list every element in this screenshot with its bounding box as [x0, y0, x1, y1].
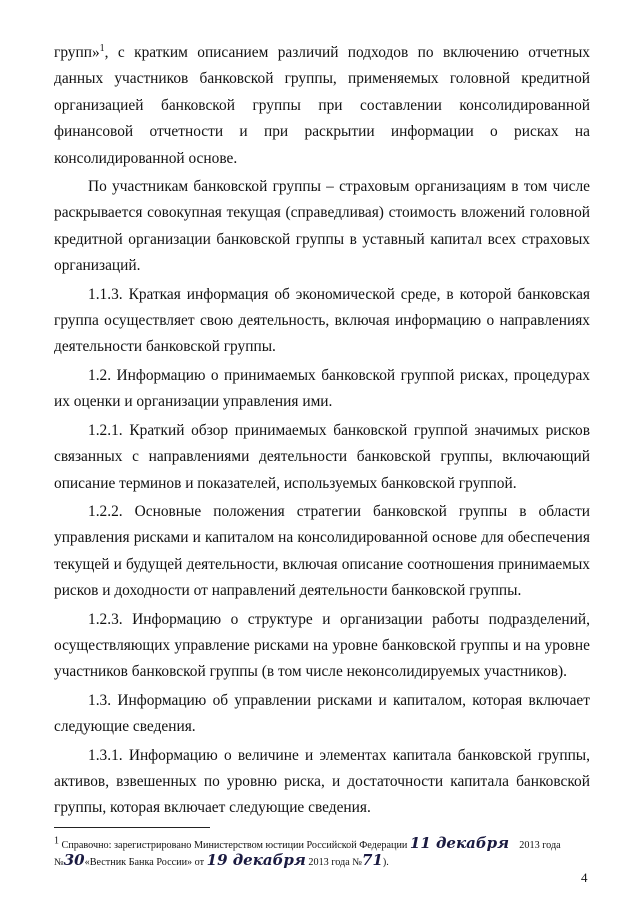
footnote [54, 836, 590, 870]
handwritten-registration-date: 11 декабря [409, 834, 510, 852]
document-body [54, 40, 590, 824]
footnote-text: Справочно: зарегистрировано Министерством юстиции Российской Федерации [61, 840, 408, 851]
paragraph-continuation [54, 40, 590, 172]
paragraph-1-2-3: 1.2.3. Информацию о структуре и организации работы подразделений, осуществляющих управление рисками на уровне банковской группы и на уровне участников банковской группы (в том числе неконсолидируемых участников). [54, 610, 590, 681]
paragraph-insurance: По участникам банковской группы – страховым организациям в том числе раскрывается совокупная текущая (справедливая) стоимость вложений головной кредитной организации банковской группы в уставный капитал всех страховых организаций. [54, 178, 590, 275]
paragraph-1-3: 1.3. Информацию об управлении рисками и капиталом, которая включает следующие сведения. [54, 691, 590, 736]
footnote-number-sign: № [54, 857, 64, 868]
paragraph-1-2-2: 1.2.2. Основные положения стратегии банковской группы в области управления рисками и капиталом на консолидированной основе для обеспечения текущей и будущей деятельности, включая описание соотношения принимаемых рисков и доходности от направлений деятельности банковской группы. [54, 502, 590, 600]
paragraph-1-2: 1.2. Информацию о принимаемых банковской группой рисках, процедурах их оценки и организации управления ими. [54, 366, 590, 411]
footnote-marker: 1 [54, 835, 59, 847]
paragraph-text: групп» [54, 44, 100, 61]
paragraph-1-3-1: 1.3.1. Информацию о величине и элементах капитала банковской группы, активов, взвешенных по уровню риска, и достаточности капитала банковской группы, которая включает следующие сведения. [54, 746, 590, 817]
paragraph-1-1-3: 1.1.3. Краткая информация об экономической среде, в которой банковская группа осуществляет свою деятельность, включая информацию о направлениях деятельности банковской группы. [54, 285, 590, 356]
footnote-line-1 [54, 836, 590, 853]
paragraph-text: , с кратким описанием различий подходов по включению отчетных данных участников банковской группы, применяемых головной кредитной организацией банковской группы при составлении консолидированной финансовой отчетности и при раскрытии информации о рисках на консолидированной основе. [54, 44, 590, 167]
footnote-reference: 1 [99, 42, 105, 54]
paragraph-1-2-1: 1.2.1. Краткий обзор принимаемых банковской группой значимых рисков связанных с направлениями деятельности банковской группы, включающий описание терминов и показателей, используемых банковской группой. [54, 421, 590, 492]
footnote-divider [54, 827, 210, 828]
footnote-text: 2013 года № [308, 857, 363, 868]
footnote-text: ). [382, 857, 389, 868]
handwritten-publication-date: 19 декабря [206, 851, 306, 869]
handwritten-issue-number: 71 [362, 851, 383, 869]
handwritten-registration-number: 30 [63, 851, 85, 869]
page-number: 4 [581, 870, 588, 885]
footnote-text: «Вестник Банка России» от [84, 857, 205, 868]
footnote-year: 2013 года [519, 840, 561, 851]
footnote-line-2 [54, 853, 590, 870]
